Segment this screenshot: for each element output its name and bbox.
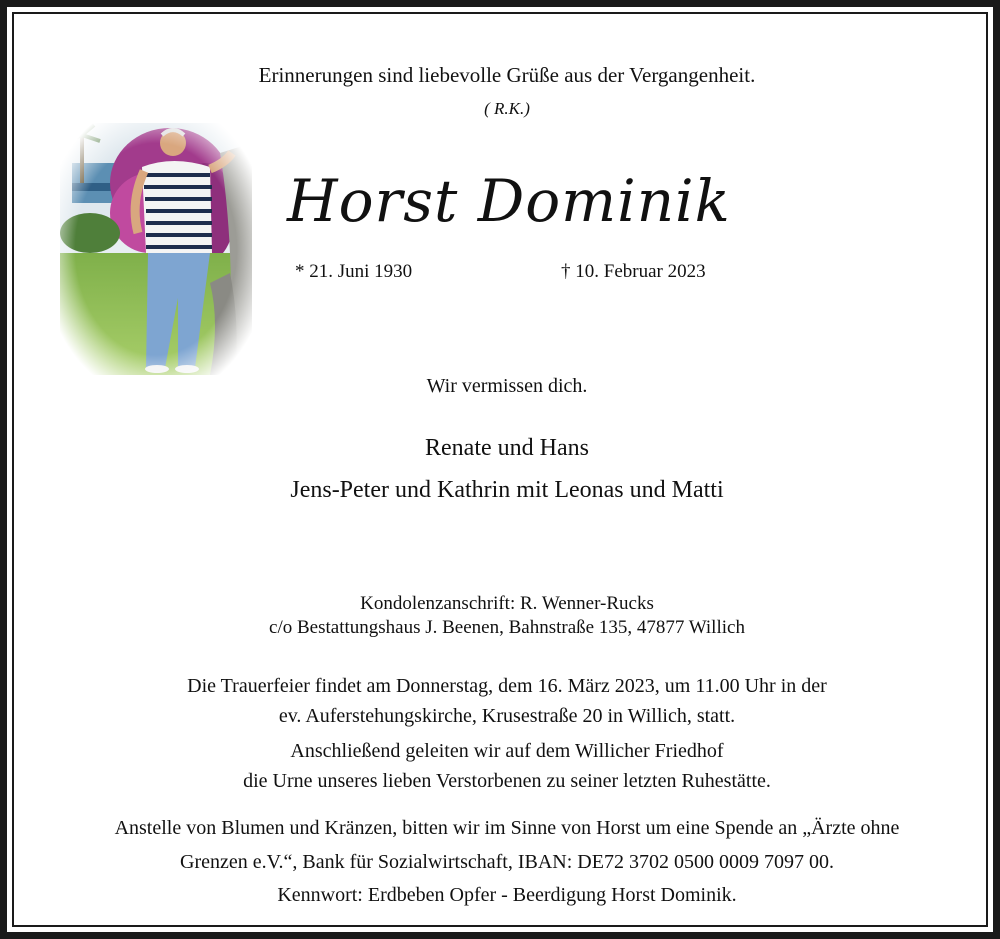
portrait-photo [60,123,252,375]
condolence-address-line: c/o Bestattungshaus J. Beenen, Bahnstraße 135, 47877 Willich [269,617,745,638]
funeral-info-line: Die Trauerfeier findet am Donnerstag, dem 16. März 2023, um 11.00 Uhr in der [187,675,827,697]
funeral-info-line: Anschließend geleiten wir auf dem Willicher Friedhof [290,740,724,762]
donation-info-line: Kennwort: Erdbeben Opfer - Beerdigung Horst Dominik. [277,884,737,906]
funeral-info-line: die Urne unseres lieben Verstorbenen zu seiner letzten Ruhestätte. [243,770,771,792]
donation-info-line: Anstelle von Blumen und Kränzen, bitten wir im Sinne von Horst um eine Spende an „Ärzte ohne [114,817,900,839]
deceased-name: Horst Dominik [287,167,731,235]
farewell-message: Wir vermissen dich. [426,375,588,397]
funeral-info-line: ev. Auferstehungskirche, Krusestraße 20 in Willich, statt. [278,705,736,727]
family-line: Renate und Hans [425,435,589,461]
birth-date: * 21. Juni 1930 [295,261,413,282]
donation-info-line: Grenzen e.V.“, Bank für Sozialwirtschaft, IBAN: DE72 3702 0500 0009 7097 00. [180,851,834,873]
motto-author: ( R.K.) [484,99,530,118]
condolence-address-line: Kondolenzanschrift: R. Wenner-Rucks [360,593,654,614]
family-line: Jens-Peter und Kathrin mit Leonas und Matti [290,477,724,503]
motto-quote: Erinnerungen sind liebevolle Grüße aus der Vergangenheit. [258,63,756,87]
death-date: † 10. Februar 2023 [561,261,706,282]
